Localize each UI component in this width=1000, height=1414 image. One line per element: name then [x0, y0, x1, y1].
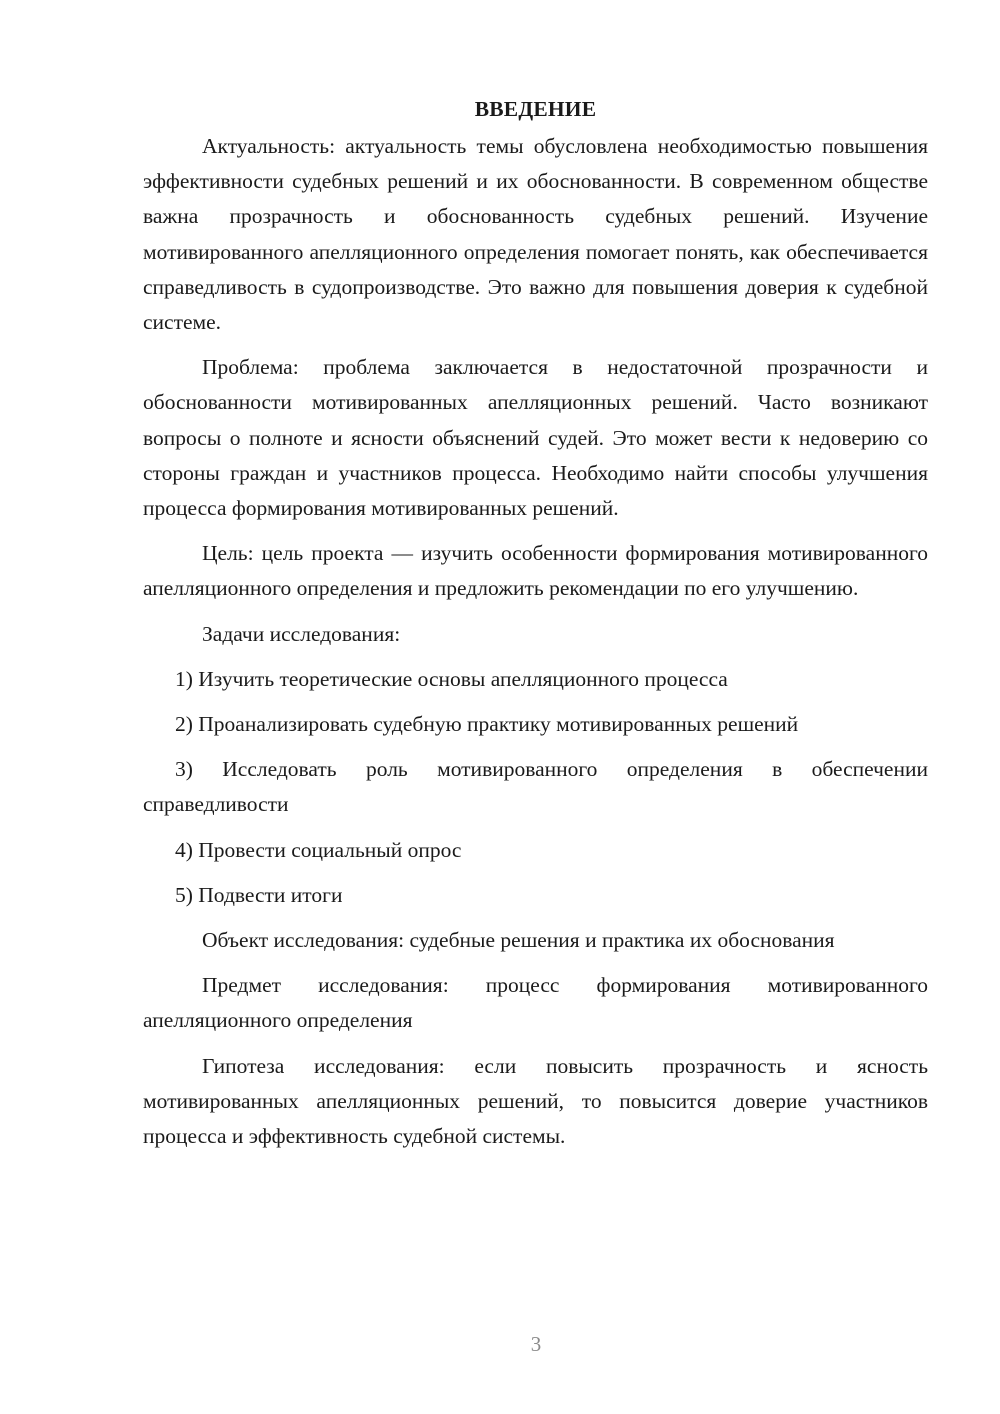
document-page: [143, 92, 928, 1164]
list-item: 2) Проанализировать судебную практику мотивированных решений: [175, 712, 799, 737]
paragraph-relevance: Актуальность: актуальность темы обусловлена необходимостью повышения эффективности судебных решений и их обоснованности. В современном обществе важна прозрачность и обоснованность судебных решений. Изучение мотивированного апелляционного определения помогает понять, как обеспечивается справедливость в судопроизводстве. Это важно для повышения доверия к судебной системе.: [143, 134, 928, 335]
paragraph-problem: Проблема: проблема заключается в недостаточной прозрачности и обоснованности мотивированных апелляционных решений. Часто возникают вопросы о полноте и ясности объяснений судей. Это может вести к недоверию со стороны граждан и участников процесса. Необходимо найти способы улучшения процесса формирования мотивированных решений.: [143, 355, 928, 521]
list-item: 5) Подвести итоги: [175, 882, 343, 907]
paragraph-object: Объект исследования: судебные решения и практика их обоснования: [202, 928, 835, 953]
paragraph-hypothesis: Гипотеза исследования: если повысить прозрачность и ясность мотивированных апелляционных решений, то повысится доверие участников процесса и эффективность судебной системы.: [143, 1053, 928, 1149]
list-item: 3) Исследовать роль мотивированного определения в обеспечении справедливости: [143, 757, 928, 817]
tasks-list: [143, 662, 928, 913]
section-heading: ВВЕДЕНИЕ: [474, 97, 597, 121]
tasks-title: Задачи исследования:: [202, 621, 401, 646]
page-number: 3: [530, 1332, 542, 1356]
list-item: 4) Провести социальный опрос: [175, 837, 462, 862]
paragraph-subject: Предмет исследования: процесс формирования мотивированного апелляционного определения: [143, 973, 928, 1033]
paragraph-goal: Цель: цель проекта — изучить особенности формирования мотивированного апелляционного определения и предложить рекомендации по его улучшению.: [143, 541, 928, 601]
list-item: 1) Изучить теоретические основы апелляционного процесса: [175, 666, 728, 691]
